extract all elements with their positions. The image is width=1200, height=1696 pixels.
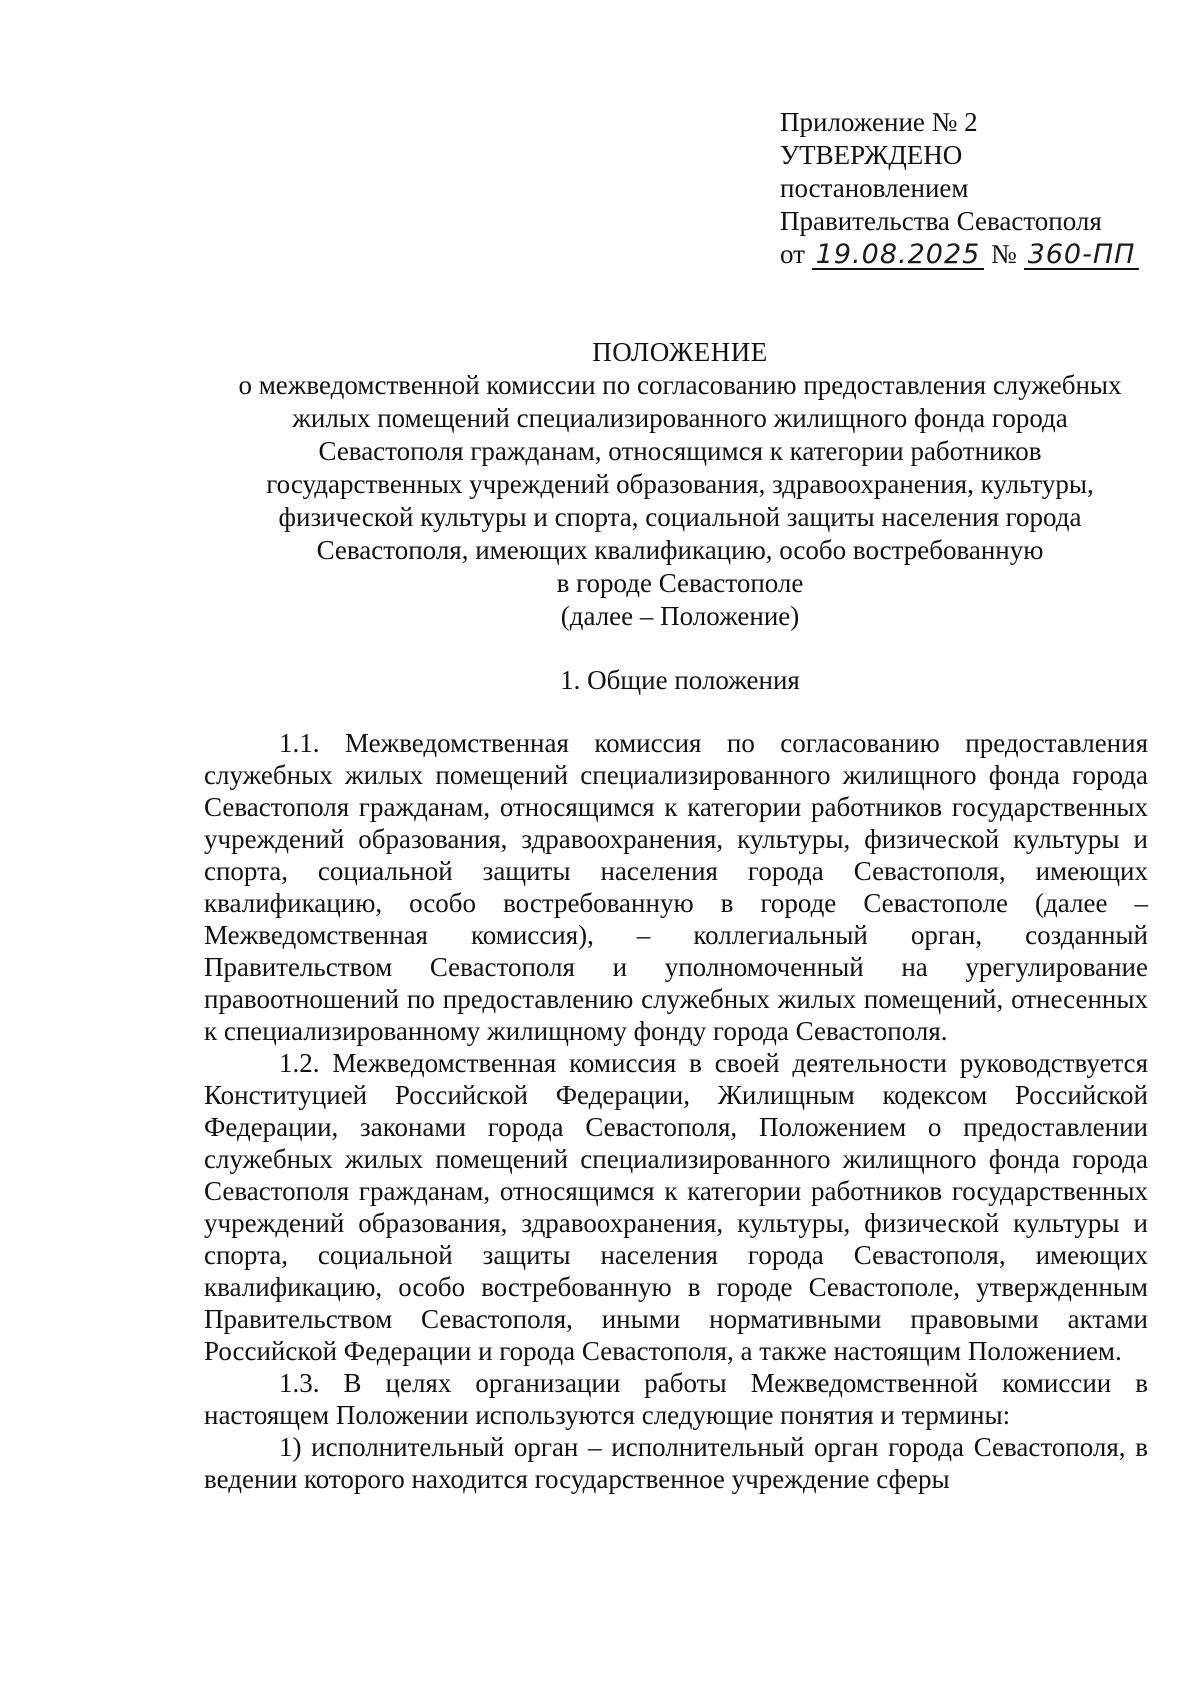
title-line: жилых помещений специализированного жилищного фонда города: [292, 403, 1068, 433]
authority-label: Правительства Севастополя: [780, 206, 1102, 236]
date-prefix: от: [780, 239, 805, 269]
paragraph-1-3: 1.3. В целях организации работы Межведомственной комиссии в настоящем Положении используются следующие понятия и термины:: [204, 1368, 1148, 1430]
title-line: государственных учреждений образования, здравоохранения, культуры,: [266, 469, 1094, 499]
title-line: Севастополя, имеющих квалификацию, особо востребованную: [316, 535, 1044, 565]
approved-label: УТВЕРЖДЕНО: [780, 140, 963, 170]
title-line: физической культуры и спорта, социальной защиты населения города: [278, 502, 1082, 532]
handwritten-number: 360-ПП: [1024, 242, 1140, 270]
approval-block: [780, 106, 1160, 271]
date-number-line: [780, 238, 1160, 271]
paragraph-1-1: 1.1. Межведомственная комиссия по согласованию предоставления служебных жилых помещений специализированного жилищного фонда города Севастополя гражданам, относящимся к категории работников государственных учреждений образования, здравоохранения, культуры, физической культуры и спорта, социальной защиты населения города Севастополя, имеющих квалификацию, особо востребованную в городе Севастополе (далее – Межведомственная комиссия), – коллегиальный орган, созданный Правительством Севастополя и уполномоченный на урегулирование правоотношений по предоставлению служебных жилых помещений, отнесенных к специализированному жилищному фонду города Севастополя.: [204, 728, 1148, 1046]
title-line: Севастополя гражданам, относящимся к категории работников: [318, 436, 1042, 466]
title-line: (далее – Положение): [560, 601, 800, 631]
handwritten-date: 19.08.2025: [812, 242, 985, 270]
list-item-1: 1) исполнительный орган – исполнительный орган города Севастополя, в ведении которого находится государственное учреждение сферы: [204, 1432, 1148, 1494]
title-line: в городе Севастополе: [556, 568, 804, 598]
appendix-label: Приложение № 2: [780, 107, 978, 137]
document-body: [204, 727, 1148, 1495]
document-title-block: [160, 336, 1200, 633]
title-line: о межведомственной комиссии по согласованию предоставления служебных: [238, 370, 1122, 400]
paragraph-1-2: 1.2. Межведомственная комиссия в своей деятельности руководствуется Конституцией Российской Федерации, Жилищным кодексом Российской Федерации, законами города Севастополя, Положением о предоставлении служебных жилых помещений специализированного жилищного фонда города Севастополя гражданам, относящимся к категории работников государственных учреждений образования, здравоохранения, культуры, физической культуры и спорта, социальной защиты населения города Севастополя, имеющих квалификацию, особо востребованную в городе Севастополе, утвержденным Правительством Севастополя, иными нормативными правовыми актами Российской Федерации и города Севастополя, а также настоящим Положением.: [204, 1048, 1148, 1366]
approved-by-label: постановлением: [780, 173, 969, 203]
section-heading: 1. Общие положения: [560, 665, 800, 695]
number-prefix: №: [991, 239, 1017, 269]
document-title: ПОЛОЖЕНИЕ: [592, 337, 768, 367]
